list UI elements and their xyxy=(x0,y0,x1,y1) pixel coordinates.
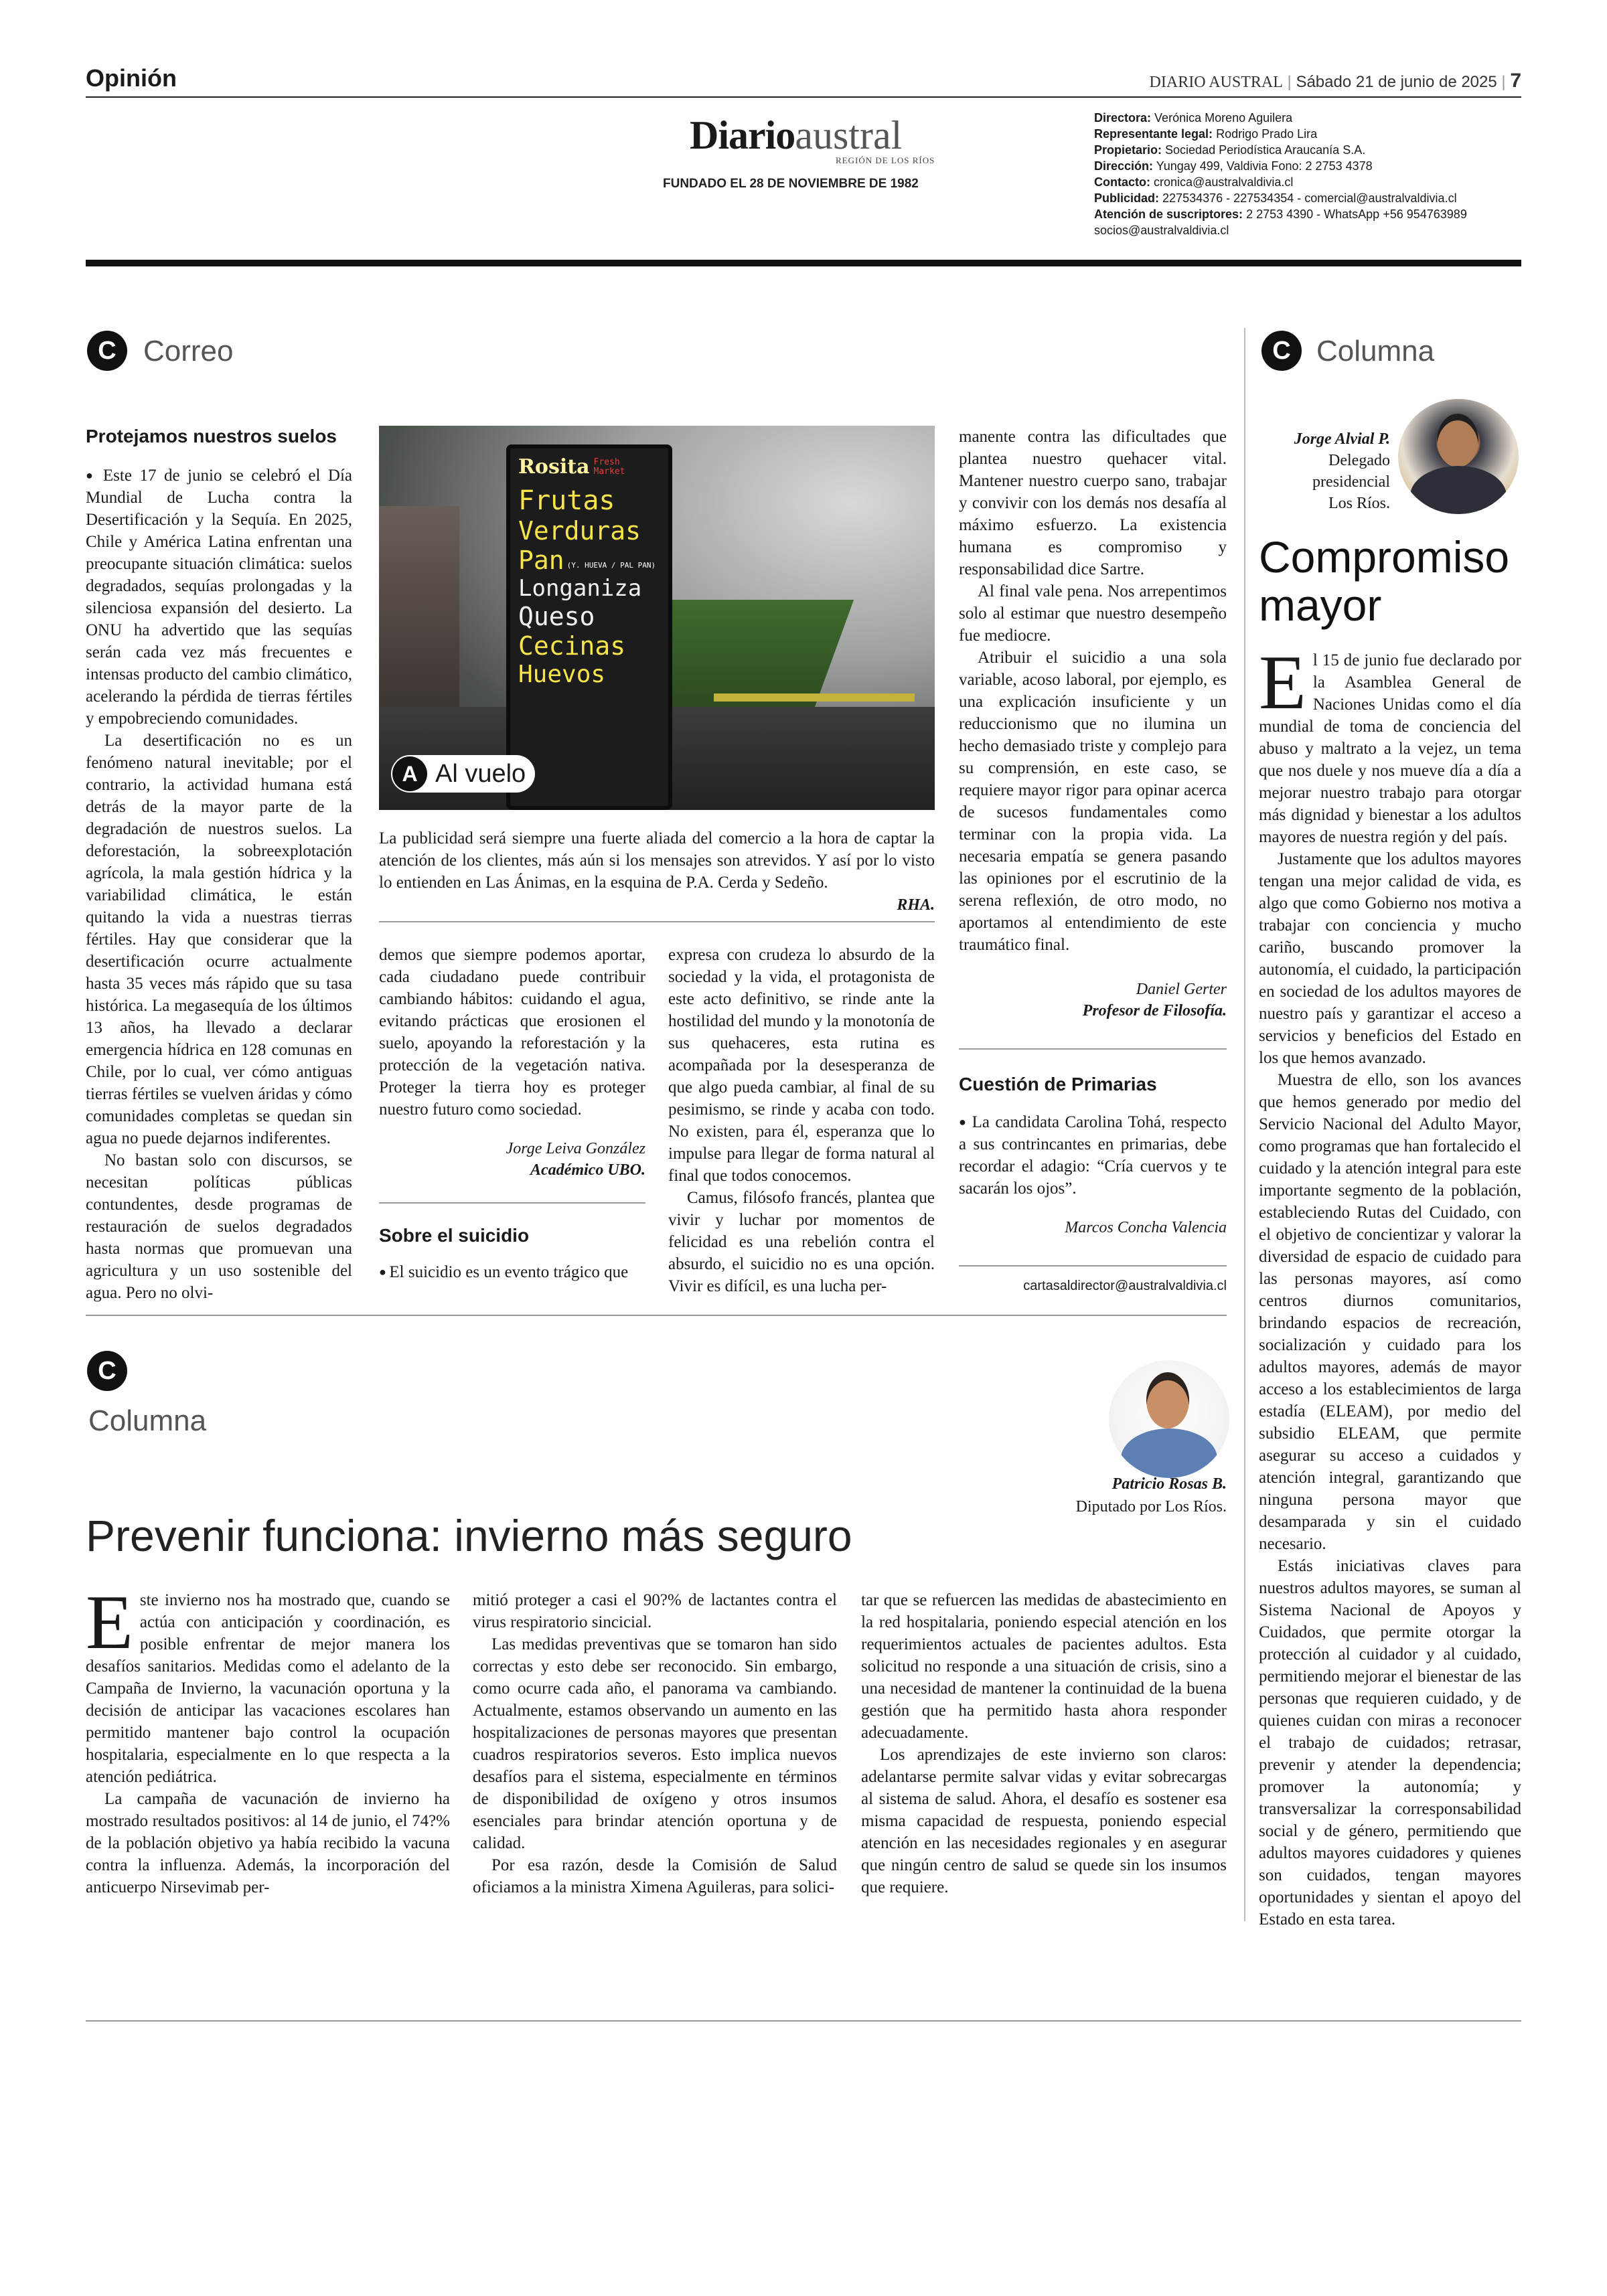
section-label: Opinión xyxy=(86,64,177,92)
issue-date: Sábado 21 de junio de 2025 xyxy=(1296,73,1497,91)
page-number: 7 xyxy=(1510,70,1521,92)
sign-brand-sub: Fresh Market xyxy=(593,457,625,477)
letter-paragraph: No bastan solo con discursos, se necesitan políticas públicas contundentes, desde programas de restauración de suelos degradados hasta normas que promuevan una agricultura y un uso sostenible del agua. Pero no olvi- xyxy=(86,1151,352,1302)
sign-note: (Y. HUEVA / PAL PAN) xyxy=(566,561,656,570)
letter-author: Jorge Leiva González xyxy=(506,1140,645,1157)
letter-paragraph: manente contra las dificultades que plantea nuestro quehacer vital. Mantener nuestro cuerpo sano, trabajar y convivir con los demás nos desafía al máximo esfuerzo. La existencia humana es compromiso y responsabilidad dice Sartre. xyxy=(959,428,1227,578)
column-divider xyxy=(1244,328,1245,1921)
letter-suicidio-col2 xyxy=(668,944,935,1297)
author-photo-head xyxy=(1437,414,1478,467)
staff-line: Dirección: Yungay 499, Valdivia Fono: 2 2753 4378 xyxy=(1094,159,1373,173)
masthead-rule xyxy=(86,260,1521,266)
sign-line: Queso xyxy=(518,602,595,631)
letter-paragraph: Camus, filósofo francés, plantea que vivir y luchar por momentos de felicidad es una rebelión contra el absurdo, el suicidio no es una opción. Vivir es difícil, es una lucha per- xyxy=(668,1189,935,1295)
column-role: Delegado xyxy=(1328,452,1390,469)
column-paragraph: Muestra de ello, son los avances que hemos generado por medio del Servicio Nacional del Adulto Mayor, como programas que han fortalecido el cuidado y la atención integral para este importante segmento de la población, estableciendo Rutas del Cuidado, con el objetivo de concientizar y valorar la diversidad de espacio de cuidado para las personas mayores, así como centros diurnos comunitarios, brindando espacios de recreación, socialización y cuidado para los adultos mayores, además de mayor acceso a los establecimientos de larga estadía (ELEAM), por medio del subsidio ELEAM, que permite asegurar su acceso a cuidados y atención integral, garantizando que ninguna persona mayor que desamparada y sin el cuidado necesario. xyxy=(1259,1071,1521,1553)
sign-line: Huevos xyxy=(518,661,606,688)
column-author: Jorge Alvial P. xyxy=(1294,430,1390,448)
column-paragraph: Las medidas preventivas que se tomaron han sido correctas y esto debe ser reconocido. Sin embargo, como ocurre cada año, el panorama va cambiando. Actualmente, estamos observando un aumento en las hospitalizaciones de personas mayores que presentan cuadros respiratorios severos. Esto implica nuevos desafíos para el sistema, especialmente en términos de disponibilidad de oxígeno y otros insumos esenciales para brindar atención oportuna y de calidad. xyxy=(473,1635,837,1852)
masthead-rule-top xyxy=(86,96,1521,98)
sign-line: Longaniza xyxy=(518,575,642,602)
letter-rule xyxy=(959,1048,1227,1050)
date-line: DIARIO AUSTRAL | Sábado 21 de junio de 2025 | 7 xyxy=(1149,70,1521,92)
letter-author: Daniel Gerter xyxy=(1136,981,1227,998)
column-bottom-badge: C xyxy=(87,1351,127,1391)
letter-suicidio-col3 xyxy=(959,426,1227,1021)
caption-text: La publicidad será siempre una fuerte aliada del comercio a la hora de captar la atención de los clientes, más aún si los mensajes son atrevidos. Y así por lo visto lo entienden en Las Ánimas, en la esquina de P.A. Cerda y Sedeño. xyxy=(379,829,935,892)
letter-title: Protejamos nuestros suelos xyxy=(86,426,337,446)
staff-box xyxy=(1094,110,1523,238)
sign-line: Verduras xyxy=(518,516,641,546)
letter-suicidio xyxy=(379,1225,645,1283)
sign-line: Cecinas xyxy=(518,631,626,661)
letter-role: Profesor de Filosofía. xyxy=(1082,1002,1227,1019)
staff-line: Propietario: Sociedad Periodística Araucanía S.A. xyxy=(1094,143,1366,157)
shop-sign xyxy=(506,444,672,810)
letter-title: Cuestión de Primarias xyxy=(959,1074,1157,1094)
staff-line: Directora: Verónica Moreno Aguilera xyxy=(1094,111,1293,125)
column-right-headline: Compromiso mayor xyxy=(1259,532,1510,630)
column-bottom-col1 xyxy=(86,1580,450,1898)
author-photo-head xyxy=(1146,1372,1189,1428)
letter-paragraph: ● El suicidio es un evento trágico que xyxy=(379,1261,645,1283)
letter-protejamos-cont xyxy=(379,944,645,1181)
column-bottom-col3 xyxy=(861,1589,1227,1898)
photo-tag-badge: A xyxy=(392,756,427,791)
column-paragraph: tar que se refuercen las medidas de abastecimiento en la red hospitalaria, poniendo especial atención en los requerimientos actuales de pacientes adultos. Esta solicitud no responde a una situación de crisis, sino a una necesidad de mantener la continuidad de la buena gestión que ha permitido hasta ahora responder adecuadamente. xyxy=(861,1591,1227,1742)
column-bottom-col2 xyxy=(473,1589,837,1898)
staff-line: socios@australvaldivia.cl xyxy=(1094,224,1229,237)
column-right-badge: C xyxy=(1261,331,1302,371)
letter-paragraph: demos que siempre podemos aportar, cada ciudadano puede contribuir cambiando hábitos: cuidando el agua, evitando prácticas que erosionen el suelo, apoyando la reforestación y la protección de la vegetación nativa. Proteger la tierra hoy es proteger nuestro futuro como sociedad. xyxy=(379,946,645,1119)
logo-bold: Diario xyxy=(690,113,795,157)
sign-brand: Rosita xyxy=(518,455,590,479)
letter-paragraph: Al final vale pena. Nos arrepentimos solo al estimar que nuestro desempeño fue mediocre. xyxy=(959,582,1227,645)
column-right-section: Columna xyxy=(1316,335,1435,367)
column-paragraph: Este invierno nos ha mostrado que, cuando se actúa con anticipación y coordinación, es posible enfrentar de mejor manera los desafíos sanitarios. Medidas como el adelanto de la Campaña de Invierno, la vacunación oportuna y la decisión de anticipar las vacaciones escolares han permitido mantener bajo control la ocupación hospitalaria, especialmente en lo que respecta a la atención pediátrica. xyxy=(86,1580,450,1786)
column-paragraph: Estás iniciativas claves para nuestros adultos mayores, se suman al Sistema Nacional de Apoyos y Cuidados, que permite otorgar la protección al cuidador y al cuidado, permitiendo mejorar el bienestar de las personas que requieren cuidado, y de quienes cuidan con miras a reconocer el trabajo de cuidados; retrasar, prevenir y atender la dependencia; promover la autonomía; y transversalizar la corresponsabilidad social y de género, permitiendo que adultos mayores cuidadores y quienes son cuidados, tengan mayores oportunidades y sientan el apoyo del Estado en esta tarea. xyxy=(1259,1557,1521,1929)
photo-tag xyxy=(391,755,535,793)
letter-rule xyxy=(379,1202,645,1204)
letter-primarias xyxy=(959,1074,1227,1238)
letter-paragraph: expresa con crudeza lo absurdo de la sociedad y la vida, el protagonista de este acto definitivo, se rinde ante la hostilidad del mundo y la monotonía de sus quehaceres, esta rutina es acompañada por la desesperanza de que algo pueda cambiar, al final de su pesimismo, se rinde y acaba con todo. No existen, para él, esperanza que lo impulse para llegar de forma natural al final que todos conocemos. xyxy=(668,946,935,1185)
photo-curb xyxy=(714,693,915,702)
logo xyxy=(690,112,902,159)
founded-line: FUNDADO EL 28 DE NOVIEMBRE DE 1982 xyxy=(663,177,919,191)
column-right-byline xyxy=(1259,428,1390,514)
column-bottom-headline: Prevenir funciona: invierno más seguro xyxy=(86,1511,852,1560)
author-photo-body xyxy=(1410,466,1507,514)
letter-protejamos xyxy=(86,426,352,1304)
al-vuelo-photo xyxy=(379,426,935,810)
column-role: presidencial xyxy=(1312,473,1390,491)
staff-line: Contacto: cronica@australvaldivia.cl xyxy=(1094,175,1294,189)
staff-line: Publicidad: 227534376 - 227534354 - comercial@australvaldivia.cl xyxy=(1094,191,1457,205)
column-paragraph: Por esa razón, desde la Comisión de Salud oficiamos a la ministra Ximena Aguileras, para solici- xyxy=(473,1856,837,1896)
letter-role: Académico UBO. xyxy=(530,1161,645,1179)
column-author: Patricio Rosas B. xyxy=(1112,1475,1227,1493)
letter-paragraph: Atribuir el suicidio a una sola variable, acoso laboral, por ejemplo, es una explicación insuficiente y un reduccionismo que no ilumina un hecho demasiado triste y complejo para su comprensión, en este caso, se requiere mayor rigor para opinar acerca de sucesos fundamentales como terminar con la propia vida. La necesaria empatía se genera pasando las opiniones por el escrutinio de la serena reflexión, de otro modo, no aportamos al entendimiento de este traumático final. xyxy=(959,649,1227,954)
page-bottom-rule xyxy=(86,2020,1521,2022)
column-right-body xyxy=(1259,640,1521,1931)
photo-caption xyxy=(379,827,935,914)
author-photo-body xyxy=(1121,1428,1217,1478)
staff-line: Representante legal: Rodrigo Prado Lira xyxy=(1094,127,1318,141)
sign-line: Pan xyxy=(518,546,564,575)
letter-paragraph: La desertificación no es un fenómeno natural inevitable; por el contrario, la actividad humana está detrás de la mayor parte de la degradación de nuestros suelos. La deforestación, la sobreexplotación agrícola, la mala gestión hídrica y la variabilidad climática, le están quitando la vida a nuestras tierras fértiles. Hay que considerar que la desertificación ocurre actualmente hasta 35 veces más rápido que su tasa histórica. La megasequía de los últimos 13 años, ha llevado a declarar emergencia hídrica en 128 comunas en Chile, por lo cual, ver cómo antiguas tierras fértiles se vuelven áridas y cómo comunidades completas se quedan sin agua no puede dejarnos indiferentes. xyxy=(86,732,352,1147)
logo-light: austral xyxy=(795,113,903,157)
column-role: Diputado por Los Ríos. xyxy=(1075,1498,1227,1515)
logo-subtitle: REGIÓN DE LOS RÍOS xyxy=(836,155,935,165)
sign-line: Frutas xyxy=(518,485,615,516)
column-paragraph: mitió proteger a casi el 90?% de lactantes contra el virus respiratorio sincicial. xyxy=(473,1591,837,1631)
letters-email-link[interactable]: cartasaldirector@australvaldivia.cl xyxy=(1023,1279,1227,1293)
letter-author: Marcos Concha Valencia xyxy=(1065,1219,1227,1236)
column-bottom-section: Columna xyxy=(88,1404,207,1437)
column-paragraph: Justamente que los adultos mayores tengan una mejor calidad de vida, es algo que como Gobierno nos motiva a trabajar con conciencia y mucho cariño, buscando promover la autonomía, el cuidado, la participación en sociedad de los adultos mayores de nuestro país y garantizar el acceso a servicios y beneficios del Estado en los que hemos avanzado. xyxy=(1259,850,1521,1067)
paper-name: DIARIO AUSTRAL xyxy=(1149,74,1283,91)
author-photo xyxy=(1398,399,1519,514)
column-paragraph: La campaña de vacunación de invierno ha mostrado resultados positivos: al 14 de junio, el 74?% de la población objetivo ya había recibido la vacuna contra la influenza. Además, la incorporación del anticuerpo Nirsevimab per- xyxy=(86,1790,450,1896)
letter-paragraph: ● Este 17 de junio se celebró el Día Mundial de Lucha contra la Desertificación y la Sequía. En 2025, Chile y América Latina enfrentan una preocupante situación climática: suelos degradados, sequías prolongadas y la silenciosa expansión del desierto. La ONU ha advertido que las sequías serán cada vez más frecuentes e intensas producto del cambio climático, acelerando la pérdida de tierras fértiles y empobreciendo comunidades. xyxy=(86,465,352,730)
correo-title: Correo xyxy=(143,335,234,367)
staff-line: Atención de suscriptores: 2 2753 4390 - WhatsApp +56 954763989 xyxy=(1094,208,1467,221)
photo-house xyxy=(379,506,459,707)
letter-rule xyxy=(959,1265,1227,1266)
column-paragraph: Los aprendizajes de este invierno son claros: adelantarse permite salvar vidas y evitar sobrecargas al sistema de salud. Ahora, el desafío es sostener esa misma capacidad de respuesta, poniendo especial atención en las necesidades regionales y en asegurar que ningún centro de salud se quede sin los insumos que requiere. xyxy=(861,1746,1227,1896)
author-photo-rosas xyxy=(1109,1360,1229,1478)
section-rule xyxy=(86,1315,1227,1316)
correo-badge: C xyxy=(87,331,127,371)
column-paragraph: El 15 de junio fue declarado por la Asamblea General de Naciones Unidas como el día mundial de toma de conciencia del abuso y maltrato a la vejez, un tema que nos duele y nos mueve día a día a mejorar nuestro trabajo para otorgar más dignidad y bienestar a los adultos mayores de nuestra región y del país. xyxy=(1259,640,1521,846)
photo-tag-label: Al vuelo xyxy=(435,759,526,788)
letter-title: Sobre el suicidio xyxy=(379,1225,530,1246)
letter-paragraph: ● La candidata Carolina Tohá, respecto a sus contrincantes en primarias, debe recordar el adagio: “Cría cuervos y te sacarán los ojos”. xyxy=(959,1111,1227,1200)
column-role: Los Ríos. xyxy=(1328,495,1390,512)
caption-credit: RHA. xyxy=(897,896,935,914)
caption-rule xyxy=(379,921,935,922)
